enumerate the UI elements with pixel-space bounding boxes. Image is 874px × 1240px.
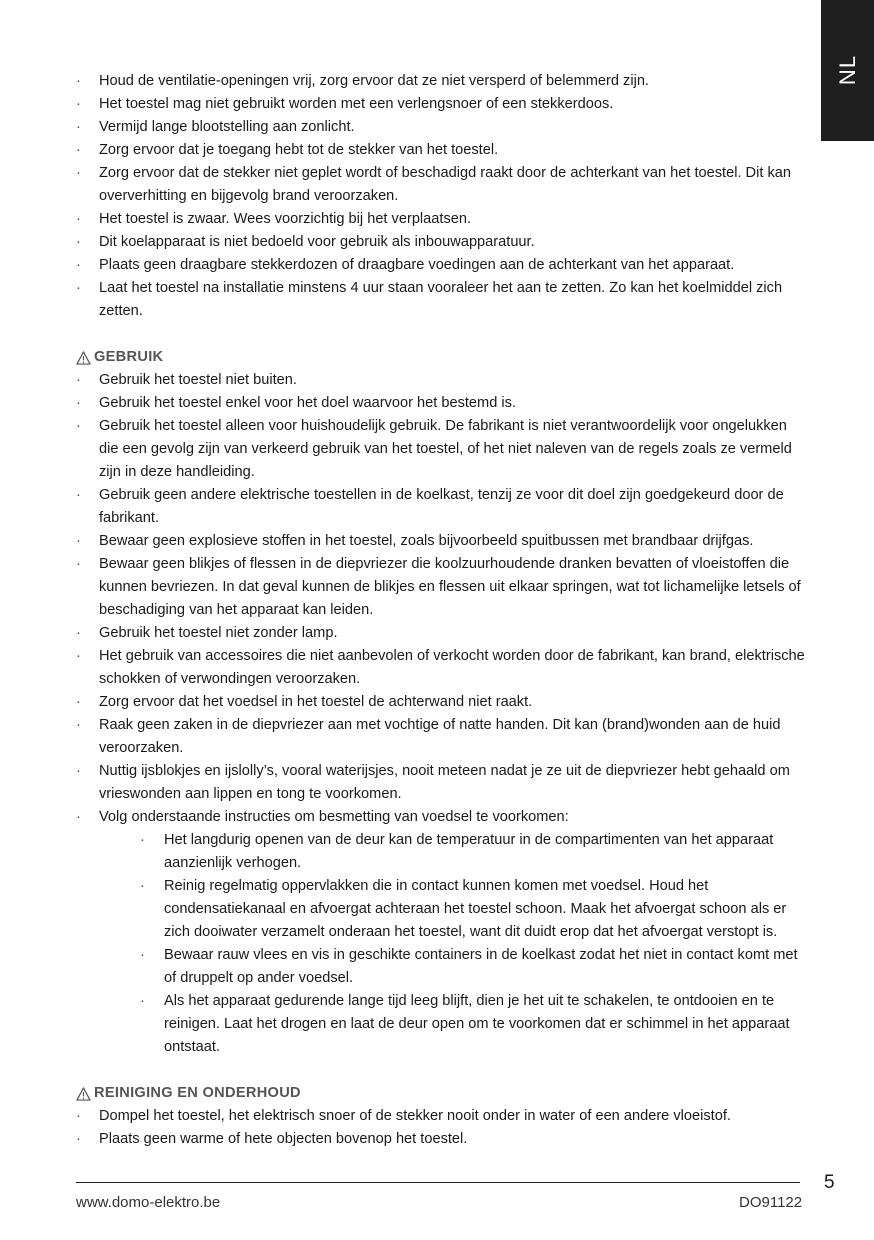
- usage-list: [76, 369, 806, 1059]
- list-item: · Bewaar geen blikjes of flessen in de diepvriezer die koolzuurhoudende dranken bevatten of vloeistoffen die kunnen bevriezen. In dat geval kunnen de blikjes en flessen uit elkaar springen, wat tot lichamelijke letsels of beschadiging van het apparaat kan leiden.: [76, 553, 806, 622]
- list-item: · Zorg ervoor dat de stekker niet geplet wordt of beschadigd raakt door de achterkant van het toestel. Dit kan oververhitting en bijgevolg brand veroorzaken.: [76, 162, 806, 208]
- list-item: · Gebruik geen andere elektrische toestellen in de koelkast, tenzij ze voor dit doel zijn goedgekeurd door de fabrikant.: [76, 484, 806, 530]
- sub-list-item: · Reinig regelmatig oppervlakken die in contact kunnen komen met voedsel. Houd het condensatiekanaal en afvoergat achteraan het toestel schoon. Maak het afvoergat schoon als er zich dooiwater verzamelt onderaan het toestel, want dit duidt erop dat het afvoergat verstopt is.: [76, 875, 806, 944]
- footer-model-code: DO91122: [739, 1194, 803, 1211]
- contamination-sub-list: [76, 829, 806, 1059]
- footer-divider: [76, 1182, 800, 1183]
- language-tab: [821, 0, 874, 141]
- list-item: · Gebruik het toestel alleen voor huishoudelijk gebruik. De fabrikant is niet verantwoordelijk voor ongelukken die een gevolg zijn van verkeerd gebruik van het toestel, of het niet naleven van de regels zoals ze vermeld zijn in deze handleiding.: [76, 415, 806, 484]
- list-item: · Het toestel is zwaar. Wees voorzichtig bij het verplaatsen.: [76, 208, 806, 231]
- list-item: · Bewaar geen explosieve stoffen in het toestel, zoals bijvoorbeeld spuitbussen met brandbaar drijfgas.: [76, 530, 806, 553]
- list-item: · Dompel het toestel, het elektrisch snoer of de stekker nooit onder in water of een andere vloeistof.: [76, 1105, 806, 1128]
- section-heading-reiniging: [76, 1082, 806, 1105]
- list-item: · Volg onderstaande instructies om besmetting van voedsel te voorkomen:: [76, 806, 806, 829]
- list-item: · Houd de ventilatie-openingen vrij, zorg ervoor dat ze niet versperd of belemmerd zijn.: [76, 70, 806, 93]
- warning-triangle-icon: [76, 1087, 91, 1101]
- sub-list-item: · Het langdurig openen van de deur kan de temperatuur in de compartimenten van het apparaat aanzienlijk verhogen.: [76, 829, 806, 875]
- list-item: · Gebruik het toestel niet buiten.: [76, 369, 806, 392]
- list-item: · Vermijd lange blootstelling aan zonlicht.: [76, 116, 806, 139]
- list-item: · Zorg ervoor dat het voedsel in het toestel de achterwand niet raakt.: [76, 691, 806, 714]
- warning-triangle-icon: [76, 351, 91, 365]
- list-item: · Het gebruik van accessoires die niet aanbevolen of verkocht worden door de fabrikant, kan brand, elektrische schokken of verwondingen veroorzaken.: [76, 645, 806, 691]
- list-item: · Plaats geen draagbare stekkerdozen of draagbare voedingen aan de achterkant van het apparaat.: [76, 254, 806, 277]
- list-item: · Dit koelapparaat is niet bedoeld voor gebruik als inbouwapparatuur.: [76, 231, 806, 254]
- manual-content: [76, 70, 806, 1151]
- footer-website: www.domo-elektro.be: [76, 1194, 221, 1211]
- list-item: · Zorg ervoor dat je toegang hebt tot de stekker van het toestel.: [76, 139, 806, 162]
- list-item: · Gebruik het toestel enkel voor het doel waarvoor het bestemd is.: [76, 392, 806, 415]
- general-safety-list: [76, 70, 806, 323]
- section-heading-label: REINIGING EN ONDERHOUD: [94, 1085, 301, 1101]
- list-item: · Raak geen zaken in de diepvriezer aan met vochtige of natte handen. Dit kan (brand)wonden aan de huid veroorzaken.: [76, 714, 806, 760]
- sub-list-item: · Bewaar rauw vlees en vis in geschikte containers in de koelkast zodat het niet in contact komt met of druppelt op ander voedsel.: [76, 944, 806, 990]
- list-item: · Plaats geen warme of hete objecten bovenop het toestel.: [76, 1128, 806, 1151]
- list-item: · Het toestel mag niet gebruikt worden met een verlengsnoer of een stekkerdoos.: [76, 93, 806, 116]
- list-item: · Nuttig ijsblokjes en ijslolly’s, vooral waterijsjes, nooit meteen nadat je ze uit de diepvriezer hebt gehaald om vrieswonden aan lippen en tong te voorkomen.: [76, 760, 806, 806]
- page-number: 5: [824, 1172, 835, 1193]
- sub-list-item: · Als het apparaat gedurende lange tijd leeg blijft, dien je het uit te schakelen, te ontdooien en te reinigen. Laat het drogen en laat de deur open om te voorkomen dat er schimmel in het apparaat ontstaat.: [76, 990, 806, 1059]
- section-heading-gebruik: [76, 346, 806, 369]
- cleaning-list: [76, 1105, 806, 1151]
- list-item: · Gebruik het toestel niet zonder lamp.: [76, 622, 806, 645]
- list-item: · Laat het toestel na installatie minstens 4 uur staan vooraleer het aan te zetten. Zo kan het koelmiddel zich zetten.: [76, 277, 806, 323]
- language-label: NL: [834, 54, 860, 86]
- section-heading-label: GEBRUIK: [94, 349, 164, 365]
